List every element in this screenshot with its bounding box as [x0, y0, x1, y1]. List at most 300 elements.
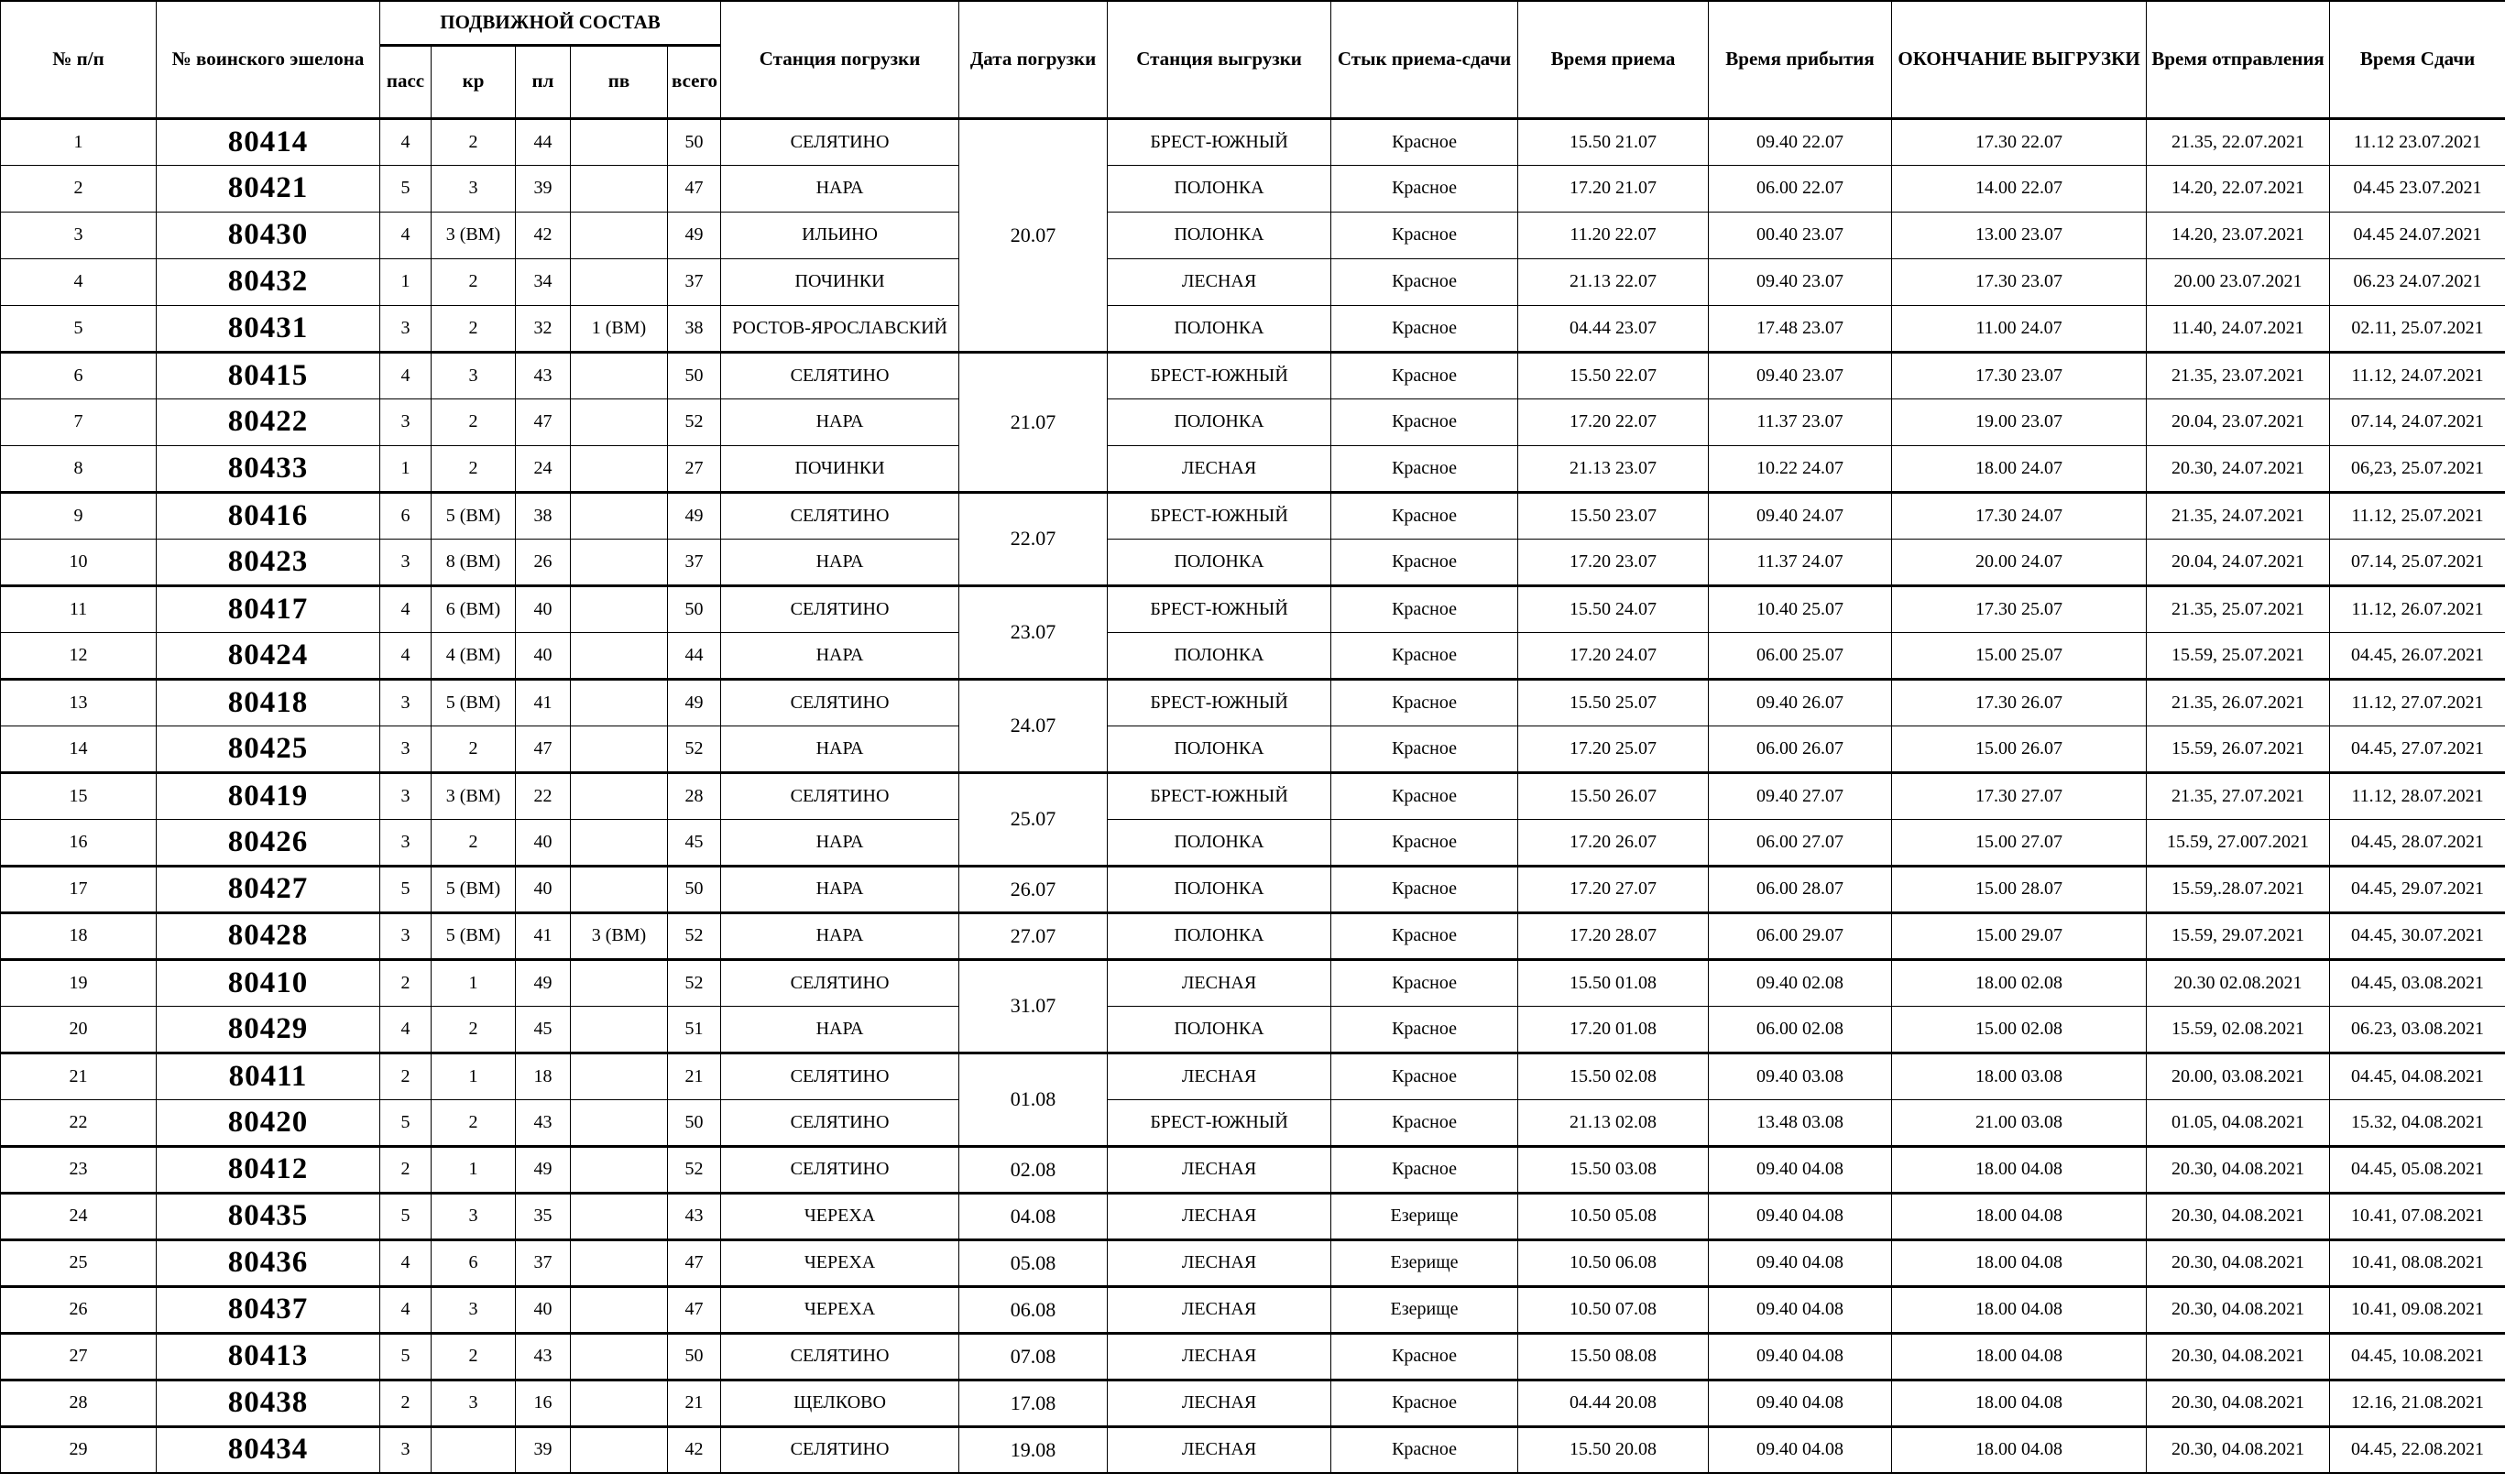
cell-junction: Красное: [1331, 165, 1518, 212]
cell-loading-station: ПОЧИНКИ: [721, 258, 959, 305]
cell-reception-time: 10.50 06.08: [1518, 1239, 1709, 1286]
cell-departure-time: 21.35, 26.07.2021: [2147, 679, 2330, 726]
table-row: [1, 118, 2505, 165]
cell-vsego: 27: [668, 445, 721, 492]
table-row: [1, 445, 2505, 492]
cell-num: 19: [1, 959, 157, 1006]
cell-pl: 22: [516, 772, 571, 819]
cell-loading-date: 20.07: [959, 118, 1108, 352]
cell-junction: Красное: [1331, 1380, 1518, 1426]
cell-echelon: 80423: [157, 539, 380, 585]
cell-handover-time: 11.12, 24.07.2021: [2330, 352, 2505, 398]
cell-loading-date: 01.08: [959, 1053, 1108, 1146]
cell-pl: 43: [516, 352, 571, 398]
cell-arrival-time: 09.40 04.08: [1709, 1286, 1892, 1333]
cell-loading-station: СЕЛЯТИНО: [721, 1099, 959, 1146]
cell-unloading-station: ПОЛОНКА: [1108, 632, 1331, 679]
cell-junction: Красное: [1331, 258, 1518, 305]
cell-departure-time: 15.59, 25.07.2021: [2147, 632, 2330, 679]
header-echelon: № воинского эшелона: [157, 1, 380, 118]
cell-pv: [571, 1426, 668, 1473]
cell-pv: [571, 352, 668, 398]
cell-num: 17: [1, 866, 157, 912]
cell-kr: 8 (ВМ): [432, 539, 516, 585]
cell-arrival-time: 11.37 24.07: [1709, 539, 1892, 585]
header-unloading-end: ОКОНЧАНИЕ ВЫГРУЗКИ: [1892, 1, 2147, 118]
cell-junction: Красное: [1331, 305, 1518, 352]
cell-junction: Красное: [1331, 1006, 1518, 1053]
cell-junction: Красное: [1331, 212, 1518, 258]
cell-pv: [571, 398, 668, 445]
cell-departure-time: 21.35, 27.07.2021: [2147, 772, 2330, 819]
table-row: [1, 398, 2505, 445]
cell-departure-time: 20.30, 04.08.2021: [2147, 1333, 2330, 1380]
cell-junction: Красное: [1331, 118, 1518, 165]
cell-pass: 5: [380, 866, 432, 912]
cell-loading-station: СЕЛЯТИНО: [721, 352, 959, 398]
cell-kr: 1: [432, 1146, 516, 1193]
cell-vsego: 49: [668, 492, 721, 539]
table-row: [1, 1099, 2505, 1146]
cell-reception-time: 04.44 20.08: [1518, 1380, 1709, 1426]
cell-departure-time: 15.59, 29.07.2021: [2147, 912, 2330, 959]
cell-unloading-end: 18.00 04.08: [1892, 1380, 2147, 1426]
cell-handover-time: 04.45, 04.08.2021: [2330, 1053, 2505, 1099]
cell-pv: [571, 866, 668, 912]
cell-unloading-end: 18.00 04.08: [1892, 1146, 2147, 1193]
cell-arrival-time: 06.00 25.07: [1709, 632, 1892, 679]
table-row: [1, 726, 2505, 772]
cell-kr: 5 (ВМ): [432, 866, 516, 912]
cell-pv: [571, 1286, 668, 1333]
cell-num: 7: [1, 398, 157, 445]
cell-reception-time: 17.20 24.07: [1518, 632, 1709, 679]
cell-echelon: 80429: [157, 1006, 380, 1053]
cell-pl: 47: [516, 398, 571, 445]
cell-vsego: 52: [668, 959, 721, 1006]
cell-kr: 2: [432, 819, 516, 866]
cell-handover-time: 11.12, 25.07.2021: [2330, 492, 2505, 539]
cell-handover-time: 10.41, 08.08.2021: [2330, 1239, 2505, 1286]
header-rolling-stock: ПОДВИЖНОЙ СОСТАВ: [380, 1, 721, 45]
cell-num: 24: [1, 1193, 157, 1239]
cell-loading-station: СЕЛЯТИНО: [721, 118, 959, 165]
cell-num: 11: [1, 585, 157, 632]
cell-departure-time: 20.30, 04.08.2021: [2147, 1426, 2330, 1473]
cell-loading-date: 06.08: [959, 1286, 1108, 1333]
cell-num: 6: [1, 352, 157, 398]
cell-handover-time: 07.14, 25.07.2021: [2330, 539, 2505, 585]
cell-handover-time: 06.23, 03.08.2021: [2330, 1006, 2505, 1053]
cell-junction: Красное: [1331, 445, 1518, 492]
cell-arrival-time: 17.48 23.07: [1709, 305, 1892, 352]
cell-unloading-end: 13.00 23.07: [1892, 212, 2147, 258]
cell-reception-time: 21.13 02.08: [1518, 1099, 1709, 1146]
cell-pass: 3: [380, 398, 432, 445]
cell-vsego: 47: [668, 165, 721, 212]
cell-unloading-station: ЛЕСНАЯ: [1108, 1333, 1331, 1380]
cell-departure-time: 20.00, 03.08.2021: [2147, 1053, 2330, 1099]
cell-pv: [571, 585, 668, 632]
cell-handover-time: 04.45, 03.08.2021: [2330, 959, 2505, 1006]
header-junction: Стык приема-сдачи: [1331, 1, 1518, 118]
header-pl: пл: [516, 45, 571, 118]
cell-pass: 4: [380, 212, 432, 258]
cell-loading-date: 25.07: [959, 772, 1108, 866]
cell-pl: 49: [516, 959, 571, 1006]
cell-vsego: 51: [668, 1006, 721, 1053]
cell-vsego: 50: [668, 1099, 721, 1146]
cell-junction: Красное: [1331, 632, 1518, 679]
table-row: [1, 866, 2505, 912]
cell-vsego: 42: [668, 1426, 721, 1473]
cell-departure-time: 15.59,.28.07.2021: [2147, 866, 2330, 912]
table-row: [1, 492, 2505, 539]
cell-pass: 1: [380, 258, 432, 305]
table-row: [1, 1286, 2505, 1333]
cell-unloading-station: БРЕСТ-ЮЖНЫЙ: [1108, 772, 1331, 819]
cell-pl: 38: [516, 492, 571, 539]
cell-echelon: 80426: [157, 819, 380, 866]
cell-pass: 3: [380, 912, 432, 959]
cell-num: 1: [1, 118, 157, 165]
cell-pv: [571, 258, 668, 305]
cell-unloading-station: ЛЕСНАЯ: [1108, 1146, 1331, 1193]
cell-vsego: 49: [668, 679, 721, 726]
cell-reception-time: 17.20 21.07: [1518, 165, 1709, 212]
cell-departure-time: 14.20, 22.07.2021: [2147, 165, 2330, 212]
cell-departure-time: 20.30, 04.08.2021: [2147, 1380, 2330, 1426]
header-arrival-time: Время прибытия: [1709, 1, 1892, 118]
cell-arrival-time: 06.00 29.07: [1709, 912, 1892, 959]
table-row: [1, 819, 2505, 866]
cell-pv: [571, 1146, 668, 1193]
cell-echelon: 80418: [157, 679, 380, 726]
cell-reception-time: 10.50 05.08: [1518, 1193, 1709, 1239]
cell-loading-station: НАРА: [721, 165, 959, 212]
cell-unloading-station: ПОЛОНКА: [1108, 305, 1331, 352]
cell-echelon: 80417: [157, 585, 380, 632]
cell-handover-time: 10.41, 07.08.2021: [2330, 1193, 2505, 1239]
cell-arrival-time: 09.40 04.08: [1709, 1333, 1892, 1380]
cell-loading-station: НАРА: [721, 819, 959, 866]
cell-pl: 47: [516, 726, 571, 772]
cell-handover-time: 11.12, 27.07.2021: [2330, 679, 2505, 726]
cell-pass: 4: [380, 585, 432, 632]
cell-pl: 40: [516, 585, 571, 632]
table-row: [1, 258, 2505, 305]
cell-pl: 40: [516, 1286, 571, 1333]
cell-handover-time: 06,23, 25.07.2021: [2330, 445, 2505, 492]
cell-loading-date: 22.07: [959, 492, 1108, 585]
cell-arrival-time: 06.00 02.08: [1709, 1006, 1892, 1053]
cell-num: 8: [1, 445, 157, 492]
cell-junction: Красное: [1331, 1333, 1518, 1380]
cell-pl: 32: [516, 305, 571, 352]
cell-unloading-station: ПОЛОНКА: [1108, 866, 1331, 912]
cell-arrival-time: 06.00 26.07: [1709, 726, 1892, 772]
cell-echelon: 80438: [157, 1380, 380, 1426]
cell-pv: [571, 819, 668, 866]
cell-departure-time: 20.00 23.07.2021: [2147, 258, 2330, 305]
cell-pl: 41: [516, 912, 571, 959]
cell-arrival-time: 09.40 27.07: [1709, 772, 1892, 819]
cell-num: 9: [1, 492, 157, 539]
cell-pv: 3 (ВМ): [571, 912, 668, 959]
cell-arrival-time: 09.40 04.08: [1709, 1380, 1892, 1426]
cell-loading-date: 19.08: [959, 1426, 1108, 1473]
cell-num: 5: [1, 305, 157, 352]
cell-pv: [571, 118, 668, 165]
cell-pv: [571, 726, 668, 772]
cell-unloading-end: 17.30 25.07: [1892, 585, 2147, 632]
cell-num: 22: [1, 1099, 157, 1146]
header-kr: кр: [432, 45, 516, 118]
cell-kr: 2: [432, 305, 516, 352]
cell-unloading-station: ПОЛОНКА: [1108, 1006, 1331, 1053]
cell-unloading-station: ЛЕСНАЯ: [1108, 1286, 1331, 1333]
cell-pl: 40: [516, 866, 571, 912]
header-num: № п/п: [1, 1, 157, 118]
cell-departure-time: 01.05, 04.08.2021: [2147, 1099, 2330, 1146]
cell-num: 15: [1, 772, 157, 819]
cell-pv: [571, 445, 668, 492]
cell-vsego: 37: [668, 258, 721, 305]
cell-handover-time: 15.32, 04.08.2021: [2330, 1099, 2505, 1146]
cell-pl: 41: [516, 679, 571, 726]
cell-arrival-time: 09.40 04.08: [1709, 1146, 1892, 1193]
cell-handover-time: 04.45, 22.08.2021: [2330, 1426, 2505, 1473]
cell-reception-time: 15.50 20.08: [1518, 1426, 1709, 1473]
cell-kr: 2: [432, 445, 516, 492]
cell-departure-time: 20.30, 04.08.2021: [2147, 1286, 2330, 1333]
cell-unloading-end: 15.00 29.07: [1892, 912, 2147, 959]
cell-kr: 2: [432, 1333, 516, 1380]
cell-handover-time: 04.45, 28.07.2021: [2330, 819, 2505, 866]
cell-vsego: 44: [668, 632, 721, 679]
cell-loading-station: СЕЛЯТИНО: [721, 679, 959, 726]
table-row: [1, 912, 2505, 959]
cell-num: 28: [1, 1380, 157, 1426]
cell-handover-time: 04.45, 10.08.2021: [2330, 1333, 2505, 1380]
cell-reception-time: 15.50 08.08: [1518, 1333, 1709, 1380]
cell-vsego: 52: [668, 912, 721, 959]
cell-pl: 37: [516, 1239, 571, 1286]
cell-handover-time: 11.12, 26.07.2021: [2330, 585, 2505, 632]
cell-reception-time: 17.20 23.07: [1518, 539, 1709, 585]
cell-loading-date: 21.07: [959, 352, 1108, 492]
table-row: [1, 1380, 2505, 1426]
cell-reception-time: 17.20 25.07: [1518, 726, 1709, 772]
cell-loading-station: ЩЕЛКОВО: [721, 1380, 959, 1426]
cell-kr: 5 (ВМ): [432, 492, 516, 539]
cell-arrival-time: 11.37 23.07: [1709, 398, 1892, 445]
cell-unloading-end: 15.00 25.07: [1892, 632, 2147, 679]
cell-kr: 2: [432, 1006, 516, 1053]
cell-arrival-time: 09.40 22.07: [1709, 118, 1892, 165]
cell-echelon: 80413: [157, 1333, 380, 1380]
cell-reception-time: 15.50 21.07: [1518, 118, 1709, 165]
cell-vsego: 50: [668, 118, 721, 165]
cell-echelon: 80433: [157, 445, 380, 492]
cell-pass: 2: [380, 1053, 432, 1099]
cell-loading-station: НАРА: [721, 726, 959, 772]
cell-pass: 4: [380, 352, 432, 398]
cell-junction: Красное: [1331, 819, 1518, 866]
cell-vsego: 43: [668, 1193, 721, 1239]
cell-loading-station: НАРА: [721, 632, 959, 679]
cell-handover-time: 04.45, 27.07.2021: [2330, 726, 2505, 772]
cell-handover-time: 10.41, 09.08.2021: [2330, 1286, 2505, 1333]
cell-echelon: 80420: [157, 1099, 380, 1146]
cell-pv: [571, 1006, 668, 1053]
cell-departure-time: 21.35, 23.07.2021: [2147, 352, 2330, 398]
cell-reception-time: 10.50 07.08: [1518, 1286, 1709, 1333]
cell-vsego: 50: [668, 866, 721, 912]
cell-kr: 2: [432, 1099, 516, 1146]
cell-pv: [571, 1053, 668, 1099]
cell-pl: 24: [516, 445, 571, 492]
cell-pass: 3: [380, 726, 432, 772]
cell-kr: 5 (ВМ): [432, 912, 516, 959]
cell-pl: 43: [516, 1333, 571, 1380]
cell-vsego: 49: [668, 212, 721, 258]
cell-vsego: 37: [668, 539, 721, 585]
cell-reception-time: 15.50 03.08: [1518, 1146, 1709, 1193]
cell-pv: [571, 539, 668, 585]
cell-unloading-station: ПОЛОНКА: [1108, 726, 1331, 772]
cell-unloading-station: БРЕСТ-ЮЖНЫЙ: [1108, 585, 1331, 632]
cell-junction: Красное: [1331, 1053, 1518, 1099]
header-unloading-station: Станция выгрузки: [1108, 1, 1331, 118]
cell-pass: 1: [380, 445, 432, 492]
table-row: [1, 1333, 2505, 1380]
cell-num: 26: [1, 1286, 157, 1333]
cell-junction: Красное: [1331, 1426, 1518, 1473]
cell-junction: Красное: [1331, 866, 1518, 912]
cell-echelon: 80425: [157, 726, 380, 772]
cell-unloading-end: 18.00 24.07: [1892, 445, 2147, 492]
cell-unloading-end: 15.00 27.07: [1892, 819, 2147, 866]
cell-junction: Красное: [1331, 492, 1518, 539]
cell-departure-time: 21.35, 25.07.2021: [2147, 585, 2330, 632]
cell-reception-time: 17.20 27.07: [1518, 866, 1709, 912]
cell-pv: [571, 959, 668, 1006]
cell-kr: 3: [432, 352, 516, 398]
header-vsego: всего: [668, 45, 721, 118]
cell-echelon: 80428: [157, 912, 380, 959]
cell-pass: 2: [380, 1380, 432, 1426]
cell-unloading-end: 18.00 04.08: [1892, 1193, 2147, 1239]
cell-reception-time: 17.20 01.08: [1518, 1006, 1709, 1053]
cell-num: 27: [1, 1333, 157, 1380]
cell-pl: 44: [516, 118, 571, 165]
cell-junction: Красное: [1331, 772, 1518, 819]
cell-unloading-station: ЛЕСНАЯ: [1108, 1053, 1331, 1099]
cell-unloading-station: ЛЕСНАЯ: [1108, 445, 1331, 492]
cell-arrival-time: 09.40 03.08: [1709, 1053, 1892, 1099]
cell-loading-station: НАРА: [721, 398, 959, 445]
cell-arrival-time: 09.40 24.07: [1709, 492, 1892, 539]
cell-arrival-time: 00.40 23.07: [1709, 212, 1892, 258]
cell-unloading-station: ПОЛОНКА: [1108, 165, 1331, 212]
cell-pl: 34: [516, 258, 571, 305]
cell-unloading-end: 15.00 28.07: [1892, 866, 2147, 912]
table-row: [1, 772, 2505, 819]
cell-vsego: 50: [668, 585, 721, 632]
cell-departure-time: 11.40, 24.07.2021: [2147, 305, 2330, 352]
cell-pv: 1 (ВМ): [571, 305, 668, 352]
cell-reception-time: 11.20 22.07: [1518, 212, 1709, 258]
cell-handover-time: 04.45 23.07.2021: [2330, 165, 2505, 212]
cell-loading-date: 31.07: [959, 959, 1108, 1053]
cell-arrival-time: 10.22 24.07: [1709, 445, 1892, 492]
cell-pl: 16: [516, 1380, 571, 1426]
cell-unloading-end: 18.00 04.08: [1892, 1239, 2147, 1286]
cell-kr: 1: [432, 1053, 516, 1099]
cell-pv: [571, 1380, 668, 1426]
cell-echelon: 80419: [157, 772, 380, 819]
cell-unloading-end: 18.00 03.08: [1892, 1053, 2147, 1099]
cell-kr: 3: [432, 1193, 516, 1239]
cell-vsego: 38: [668, 305, 721, 352]
cell-handover-time: 11.12 23.07.2021: [2330, 118, 2505, 165]
cell-reception-time: 17.20 22.07: [1518, 398, 1709, 445]
cell-pv: [571, 679, 668, 726]
cell-pv: [571, 1099, 668, 1146]
cell-unloading-station: ЛЕСНАЯ: [1108, 1239, 1331, 1286]
cell-arrival-time: 09.40 04.08: [1709, 1239, 1892, 1286]
cell-num: 23: [1, 1146, 157, 1193]
cell-loading-station: РОСТОВ-ЯРОСЛАВСКИЙ: [721, 305, 959, 352]
cell-pv: [571, 772, 668, 819]
cell-unloading-station: ПОЛОНКА: [1108, 539, 1331, 585]
cell-reception-time: 04.44 23.07: [1518, 305, 1709, 352]
cell-kr: 3: [432, 1286, 516, 1333]
cell-unloading-end: 18.00 04.08: [1892, 1426, 2147, 1473]
table-row: [1, 1193, 2505, 1239]
cell-kr: 2: [432, 258, 516, 305]
cell-pass: 5: [380, 1099, 432, 1146]
cell-reception-time: 15.50 23.07: [1518, 492, 1709, 539]
cell-loading-station: СЕЛЯТИНО: [721, 492, 959, 539]
cell-handover-time: 04.45, 05.08.2021: [2330, 1146, 2505, 1193]
cell-junction: Езерище: [1331, 1286, 1518, 1333]
cell-reception-time: 17.20 28.07: [1518, 912, 1709, 959]
cell-vsego: 47: [668, 1239, 721, 1286]
cell-departure-time: 20.30, 04.08.2021: [2147, 1146, 2330, 1193]
cell-kr: 2: [432, 726, 516, 772]
cell-pl: 40: [516, 632, 571, 679]
cell-arrival-time: 13.48 03.08: [1709, 1099, 1892, 1146]
cell-departure-time: 21.35, 24.07.2021: [2147, 492, 2330, 539]
cell-reception-time: 15.50 01.08: [1518, 959, 1709, 1006]
table-row: [1, 305, 2505, 352]
header-loading-date: Дата погрузки: [959, 1, 1108, 118]
cell-reception-time: 17.20 26.07: [1518, 819, 1709, 866]
header-reception-time: Время приема: [1518, 1, 1709, 118]
cell-pl: 49: [516, 1146, 571, 1193]
cell-arrival-time: 09.40 02.08: [1709, 959, 1892, 1006]
header-pass: пасс: [380, 45, 432, 118]
cell-unloading-station: БРЕСТ-ЮЖНЫЙ: [1108, 492, 1331, 539]
cell-loading-station: СЕЛЯТИНО: [721, 959, 959, 1006]
cell-pass: 3: [380, 772, 432, 819]
cell-departure-time: 15.59, 27.007.2021: [2147, 819, 2330, 866]
cell-loading-date: 02.08: [959, 1146, 1108, 1193]
cell-arrival-time: 09.40 04.08: [1709, 1426, 1892, 1473]
cell-junction: Красное: [1331, 398, 1518, 445]
